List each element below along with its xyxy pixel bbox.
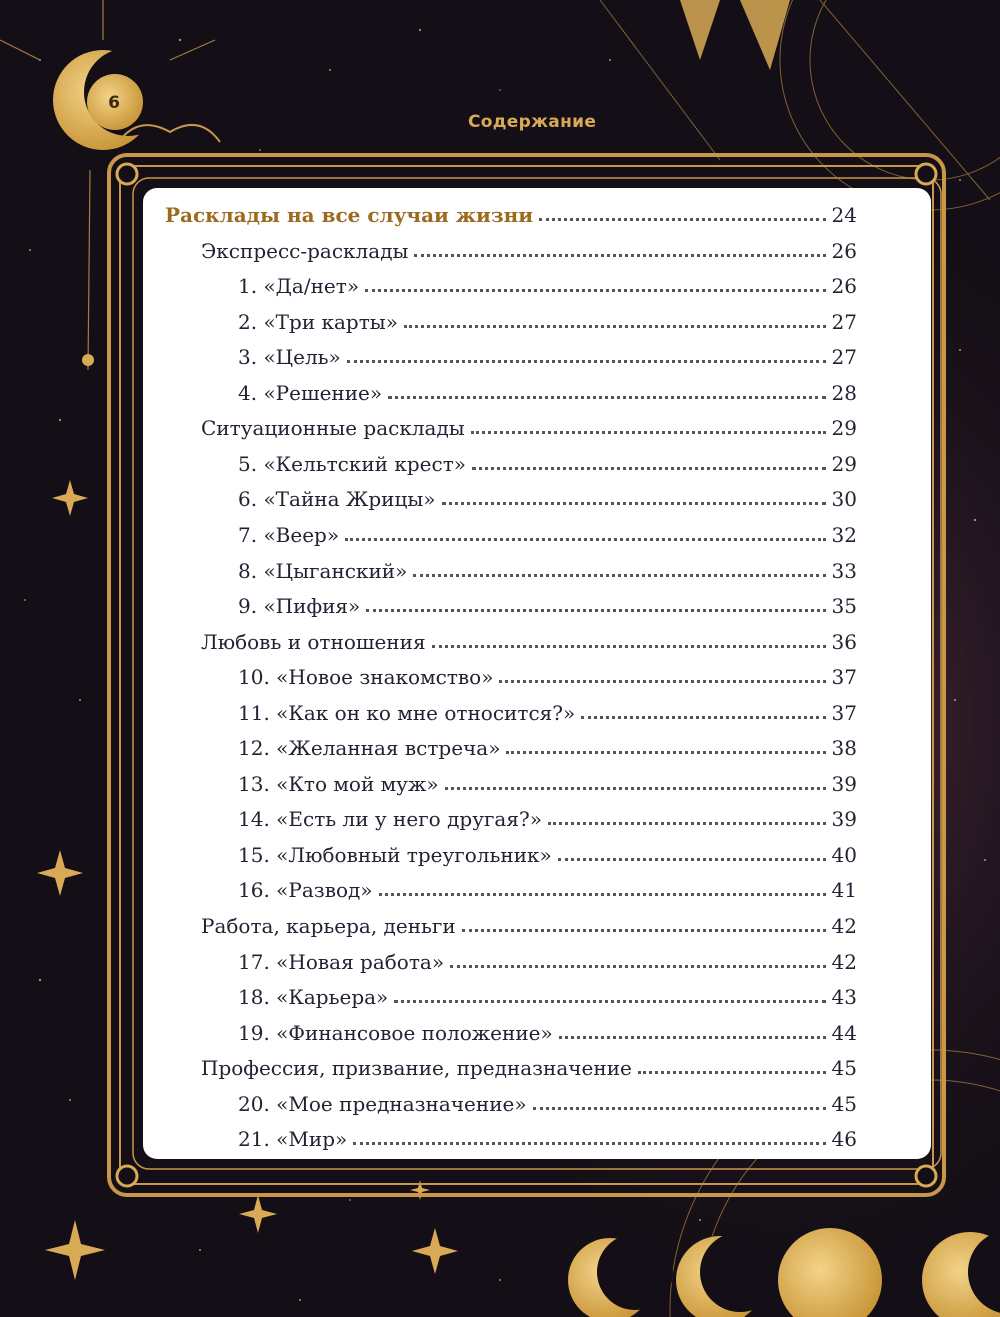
toc-entry-page: 27 <box>831 345 857 370</box>
toc-dot-leader <box>499 680 825 683</box>
toc-dot-leader <box>471 431 826 434</box>
toc-entry[interactable] <box>143 559 931 593</box>
toc-dot-leader <box>442 502 826 505</box>
toc-entry-label: Работа, карьера, деньги <box>201 914 456 938</box>
toc-entry-page: 24 <box>831 203 857 227</box>
toc-entry-label: Экспресс-расклады <box>201 238 409 263</box>
toc-entry-page: 29 <box>831 416 857 441</box>
toc-entry[interactable] <box>143 914 931 948</box>
toc-entry[interactable] <box>143 1021 931 1055</box>
toc-entry-label: 20. «Мое предназначение» <box>238 1091 527 1116</box>
toc-entry[interactable] <box>143 416 931 450</box>
toc-entry-label: 21. «Мир» <box>238 1127 348 1152</box>
toc-entry-label: Ситуационные расклады <box>201 416 465 441</box>
toc-entry[interactable] <box>143 203 931 237</box>
toc-entry[interactable] <box>143 310 931 344</box>
toc-entry[interactable] <box>143 807 931 841</box>
toc-dot-leader <box>638 1071 826 1074</box>
toc-entry-page: 33 <box>831 558 857 583</box>
toc-dot-leader <box>379 893 826 896</box>
toc-entry-label: 7. «Веер» <box>238 522 340 547</box>
toc-dot-leader <box>365 289 825 292</box>
toc-entry[interactable] <box>143 843 931 877</box>
toc-entry-label: 4. «Решение» <box>238 380 383 405</box>
toc-entry-page: 26 <box>831 238 857 263</box>
toc-entry-page: 45 <box>831 1091 857 1116</box>
toc-dot-leader <box>366 609 825 612</box>
toc-entry-label: 1. «Да/нет» <box>238 274 360 299</box>
toc-entry[interactable] <box>143 487 931 521</box>
toc-entry-label: 10. «Новое знакомство» <box>238 665 494 690</box>
toc-dot-leader <box>548 822 826 825</box>
toc-entry-label: Любовь и отношения <box>201 629 426 654</box>
toc-entry[interactable] <box>143 1092 931 1126</box>
toc-dot-leader <box>353 1142 825 1145</box>
toc-entry-page: 41 <box>831 878 857 903</box>
toc-dot-leader <box>539 218 825 221</box>
toc-entry-label: 17. «Новая работа» <box>238 949 445 974</box>
toc-entry-page: 39 <box>831 771 857 796</box>
toc-dot-leader <box>388 396 825 399</box>
toc-entry-label: 13. «Кто мой муж» <box>238 771 439 796</box>
toc-entry[interactable] <box>143 701 931 735</box>
toc-entry[interactable] <box>143 239 931 273</box>
toc-entry[interactable] <box>143 985 931 1019</box>
toc-entry[interactable] <box>143 878 931 912</box>
toc-entry[interactable] <box>143 630 931 664</box>
toc-dot-leader <box>394 1000 825 1003</box>
toc-entry-page: 32 <box>831 522 857 547</box>
toc-entry[interactable] <box>143 665 931 699</box>
toc-dot-leader <box>533 1107 826 1110</box>
toc-dot-leader <box>559 1036 826 1039</box>
toc-entry[interactable] <box>143 274 931 308</box>
toc-entry[interactable] <box>143 1127 931 1161</box>
toc-dot-leader <box>345 538 825 541</box>
toc-entry[interactable] <box>143 345 931 379</box>
page-number: 6 <box>108 93 120 113</box>
toc-entry-page: 39 <box>831 807 857 832</box>
toc-entry-label: 11. «Как он ко мне относится?» <box>238 700 576 725</box>
toc-entry-label: Профессия, призвание, предназначение <box>201 1056 632 1081</box>
toc-entry[interactable] <box>143 772 931 806</box>
toc-dot-leader <box>558 858 826 861</box>
toc-entry[interactable] <box>143 736 931 770</box>
toc-dot-leader <box>445 787 826 790</box>
toc-entry-label: 12. «Желанная встреча» <box>238 736 501 761</box>
toc-dot-leader <box>462 929 826 932</box>
toc-entry[interactable] <box>143 452 931 486</box>
toc-dot-leader <box>414 254 825 257</box>
toc-dot-leader <box>581 716 825 719</box>
toc-entry[interactable] <box>143 523 931 557</box>
section-title: Содержание <box>468 112 597 132</box>
toc-entry-label: 19. «Финансовое положение» <box>238 1020 553 1045</box>
toc-entry-page: 29 <box>831 451 857 476</box>
toc-entry-page: 42 <box>831 914 857 938</box>
toc-entry-page: 43 <box>831 985 857 1010</box>
toc-entry[interactable] <box>143 594 931 628</box>
toc-entry-page: 42 <box>831 949 857 974</box>
toc-entry-label: 16. «Развод» <box>238 878 373 903</box>
toc-dot-leader <box>347 360 826 363</box>
toc-entry-page: 38 <box>831 736 857 761</box>
toc-panel <box>143 188 931 1159</box>
toc-entry-page: 28 <box>831 380 857 405</box>
toc-entry-label: 8. «Цыганский» <box>238 558 408 583</box>
toc-entry-page: 35 <box>831 594 857 619</box>
toc-entry-page: 45 <box>831 1056 857 1081</box>
toc-entry-label: 18. «Карьера» <box>238 985 389 1010</box>
toc-entry-page: 26 <box>831 274 857 299</box>
toc-entry[interactable] <box>143 950 931 984</box>
toc-entry-page: 30 <box>831 487 857 512</box>
toc-dot-leader <box>413 574 825 577</box>
toc-entry-label: 15. «Любовный треугольник» <box>238 842 552 867</box>
toc-entry-page: 37 <box>831 700 857 725</box>
toc-entry-label: 14. «Есть ли у него другая?» <box>238 807 542 832</box>
toc-entry-label: 2. «Три карты» <box>238 309 398 334</box>
toc-entry-page: 40 <box>831 842 857 867</box>
toc-entry-page: 46 <box>831 1127 857 1152</box>
toc-entry-label: 5. «Кельтский крест» <box>238 451 467 476</box>
toc-entry-label: Расклады на все случаи жизни <box>165 203 534 227</box>
toc-entry-page: 44 <box>831 1020 857 1045</box>
toc-entry[interactable] <box>143 1056 931 1090</box>
toc-entry-label: 9. «Пифия» <box>238 594 361 619</box>
toc-entry-page: 36 <box>831 629 857 654</box>
toc-dot-leader <box>432 645 826 648</box>
toc-dot-leader <box>506 751 825 754</box>
toc-dot-leader <box>404 325 826 328</box>
toc-entry-label: 3. «Цель» <box>238 345 341 370</box>
toc-entry-page: 27 <box>831 309 857 334</box>
toc-dot-leader <box>450 965 825 968</box>
toc-entry-page: 37 <box>831 665 857 690</box>
toc-entry-label: 6. «Тайна Жрицы» <box>238 487 436 512</box>
toc-dot-leader <box>472 467 826 470</box>
toc-entry[interactable] <box>143 381 931 415</box>
